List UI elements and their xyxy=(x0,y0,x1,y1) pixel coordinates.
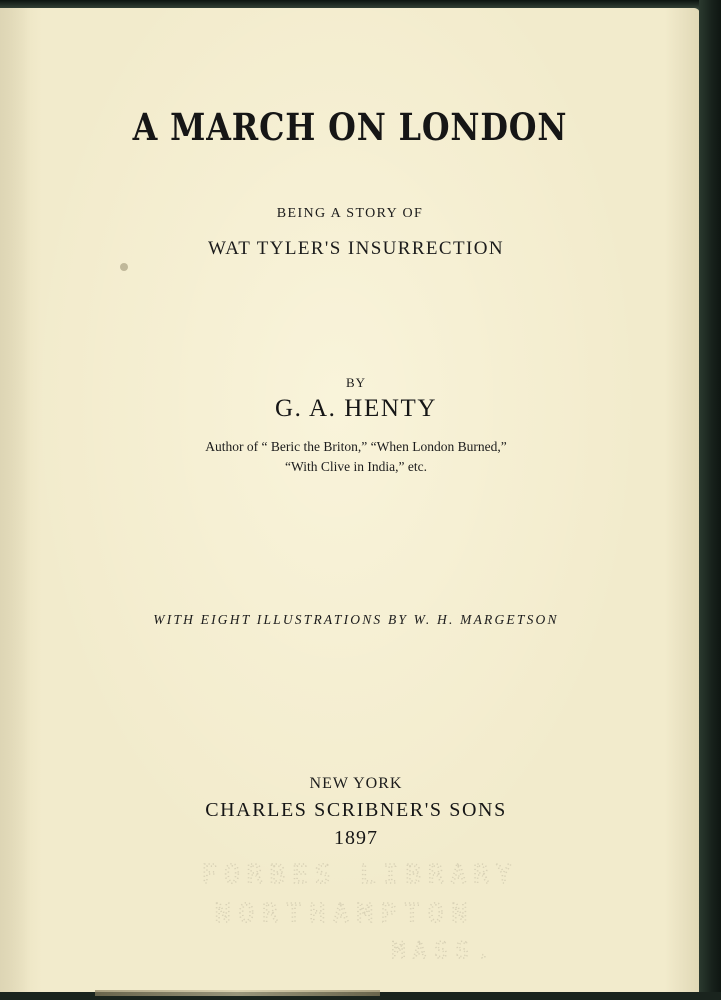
stamp-line-3: MASS. xyxy=(391,939,499,964)
author-credits-line-1: Author of “ Beric the Briton,” “When London Burned,” xyxy=(205,439,507,454)
subtitle-line-1: BEING A STORY OF xyxy=(276,206,424,221)
book-spine-edge xyxy=(699,0,721,1000)
perforated-stamp-marks xyxy=(201,860,518,964)
author-credits-line-2: “With Clive in India,” etc. xyxy=(285,459,427,474)
publisher-city: NEW YORK xyxy=(309,775,403,792)
publication-year: 1897 xyxy=(334,827,378,849)
paper-blemish xyxy=(120,263,128,271)
bottom-page-mark xyxy=(95,990,380,996)
by-label: BY xyxy=(345,375,367,390)
library-blind-stamp xyxy=(0,850,700,980)
illustrations-credit: WITH EIGHT ILLUSTRATIONS BY W. H. MARGETSON xyxy=(153,612,559,627)
subtitle-line-2: WAT TYLER'S INSURRECTION xyxy=(207,238,504,259)
stamp-line-2: NORTHAMPTON xyxy=(214,899,476,929)
author-name: G. A. HENTY xyxy=(274,395,438,422)
stamp-line-1: FORBES LIBRARY xyxy=(201,860,519,890)
book-title: A MARCH ON LONDON xyxy=(132,105,568,149)
publisher-name: CHARLES SCRIBNER'S SONS xyxy=(205,799,507,821)
